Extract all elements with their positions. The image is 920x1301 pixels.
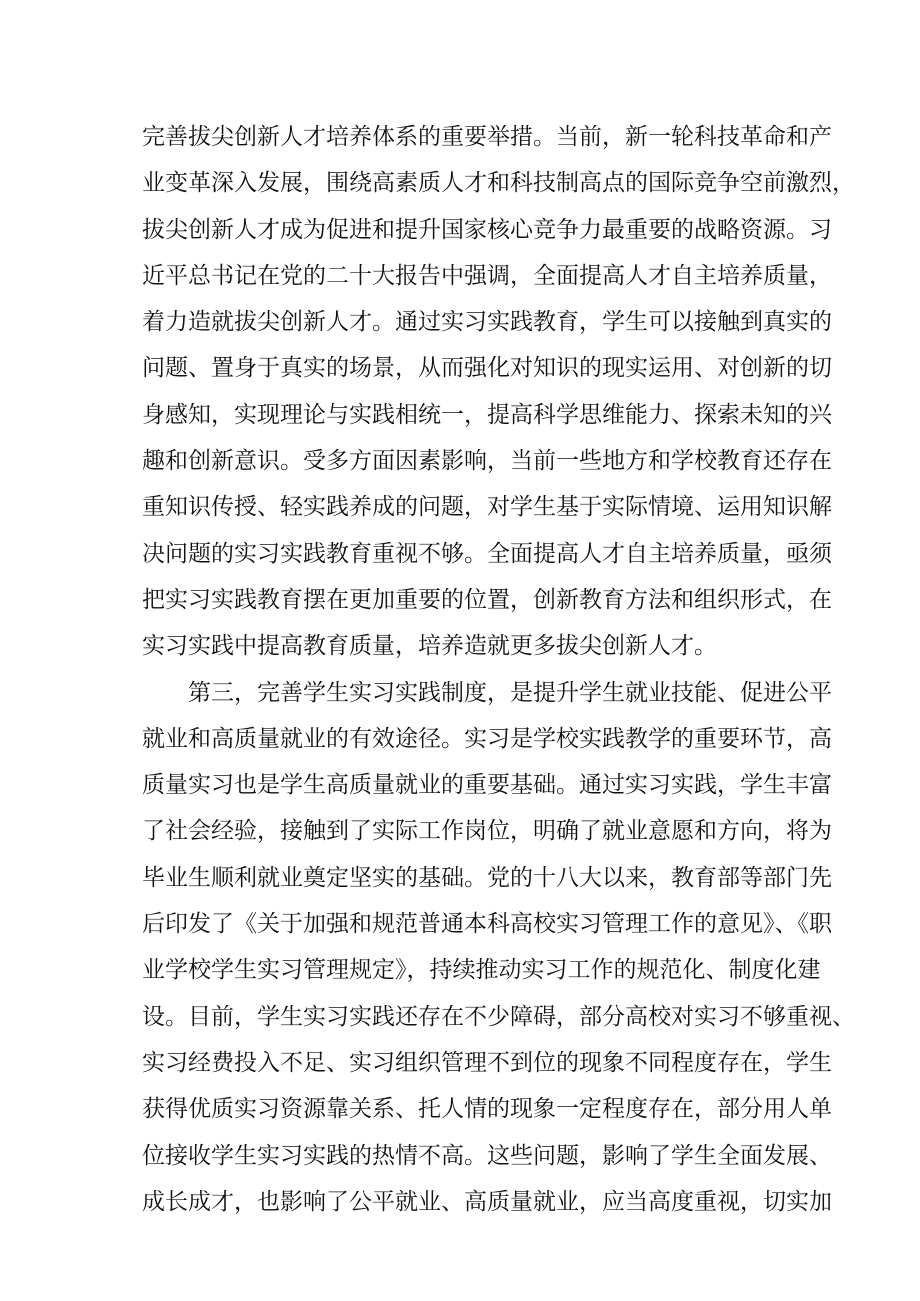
text-line: 实习经费投入不足、实习组织管理不到位的现象不同程度存在，学生 (142, 1049, 832, 1076)
text-line: 完善拔尖创新人才培养体系的重要举措。当前，新一轮科技革命和产 (142, 124, 832, 150)
text-line: 问题、置身于真实的场景，从而强化对知识的现实运用、对创新的切 (142, 355, 832, 382)
body-text (142, 114, 855, 1225)
text-line: 重知识传授、轻实践养成的问题，对学生基于实际情境、运用知识解 (142, 494, 832, 521)
text-line: 身感知，实现理论与实践相统一，提高科学思维能力、探索未知的兴 (142, 401, 832, 428)
text-line: 第三，完善学生实习实践制度，是提升学生就业技能、促进公平 (188, 679, 832, 706)
text-line: 着力造就拔尖创新人才。通过实习实践教育，学生可以接触到真实的 (142, 309, 832, 336)
paragraph-2 (142, 670, 855, 1226)
text-line: 实习实践中提高教育质量，培养造就更多拔尖创新人才。 (142, 633, 717, 660)
text-line: 近平总书记在党的二十大报告中强调，全面提高人才自主培养质量， (142, 262, 832, 289)
paragraph-1 (142, 114, 855, 670)
text-line: 设。目前，学生实习实践还存在不少障碍，部分高校对实习不够重视、 (142, 1003, 855, 1030)
text-line: 决问题的实习实践教育重视不够。全面提高人才自主培养质量，亟须 (142, 540, 832, 567)
text-line: 就业和高质量就业的有效途径。实习是学校实践教学的重要环节，高 (142, 725, 832, 752)
text-line: 质量实习也是学生高质量就业的重要基础。通过实习实践，学生丰富 (142, 772, 832, 799)
text-line: 后印发了《关于加强和规范普通本科高校实习管理工作的意见》、《职 (142, 911, 832, 938)
text-line: 把实习实践教育摆在更加重要的位置，创新教育方法和组织形式，在 (142, 586, 832, 613)
text-line: 业学校学生实习管理规定》，持续推动实习工作的规范化、制度化建 (142, 957, 821, 984)
text-line: 趣和创新意识。受多方面因素影响，当前一些地方和学校教育还存在 (142, 448, 832, 475)
text-line: 位接收学生实习实践的热情不高。这些问题，影响了学生全面发展、 (142, 1142, 832, 1169)
text-line: 获得优质实习资源靠关系、托人情的现象一定程度存在，部分用人单 (142, 1096, 832, 1123)
text-line: 了社会经验，接触到了实际工作岗位，明确了就业意愿和方向，将为 (142, 818, 832, 845)
text-line: 业变革深入发展，围绕高素质人才和科技制高点的国际竞争空前激烈， (142, 170, 855, 197)
text-line: 拔尖创新人才成为促进和提升国家核心竞争力最重要的战略资源。习 (142, 216, 832, 243)
text-line: 成长成才，也影响了公平就业、高质量就业，应当高度重视，切实加 (142, 1188, 832, 1215)
text-line: 毕业生顺利就业奠定坚实的基础。党的十八大以来，教育部等部门先 (142, 864, 832, 891)
